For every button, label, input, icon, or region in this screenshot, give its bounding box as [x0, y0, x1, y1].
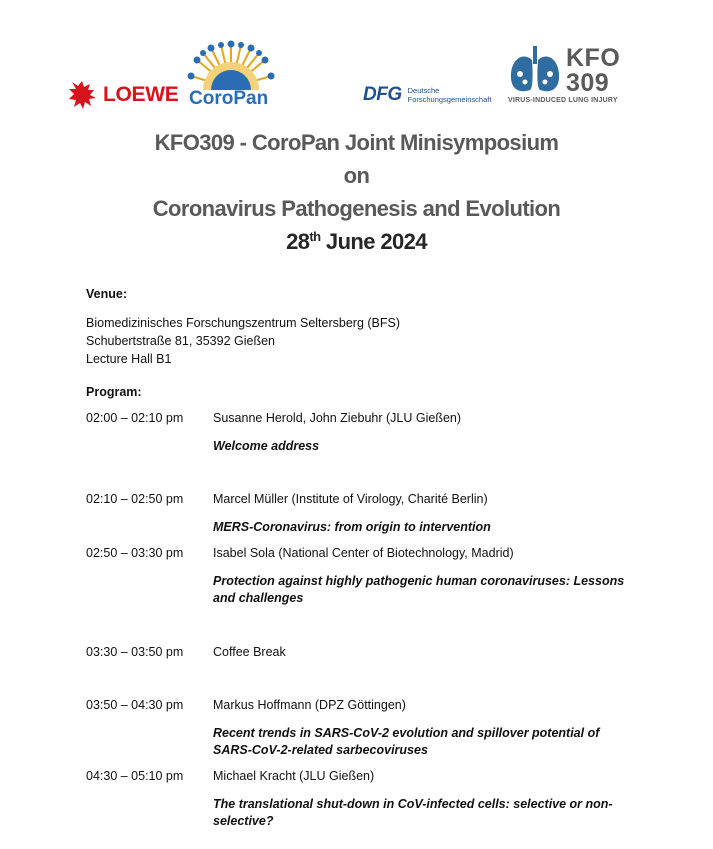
program-speaker: Susanne Herold, John Ziebuhr (JLU Gießen) [213, 411, 462, 425]
title-line-3: Coronavirus Pathogenesis and Evolution [152, 196, 561, 221]
program-speaker: Markus Hoffmann (DPZ Göttingen) [213, 698, 406, 712]
coropan-logo [185, 40, 277, 112]
program-time: 04:30 – 05:10 pm [86, 769, 184, 783]
virus-icon [185, 40, 277, 92]
dfg-wordmark: DFG [363, 84, 402, 105]
dfg-fullname: Deutsche Forschungsgemeinschaft [407, 86, 492, 104]
coropan-wordmark: CoroPan [189, 88, 269, 109]
dfg-logo [363, 84, 491, 106]
loewe-logo [66, 78, 179, 112]
program-label: Program: [86, 385, 142, 399]
venue-line: Schubertstraße 81, 35392 Gießen [86, 334, 276, 348]
program-talk-title: The translational shut-down in CoV-infected cells: selective or non-selective? [213, 797, 613, 828]
program-time: 03:30 – 03:50 pm [86, 645, 184, 659]
venue-address [86, 314, 400, 368]
venue-label: Venue: [86, 287, 127, 301]
program-talk-title: MERS-Coronavirus: from origin to intervention [213, 520, 491, 534]
program-time: 03:50 – 04:30 pm [86, 698, 184, 712]
lion-icon [66, 78, 100, 112]
title-line-1: KFO309 - CoroPan Joint Minisymposium [154, 130, 559, 155]
program-time: 02:50 – 03:30 pm [86, 546, 184, 560]
program-time: 02:10 – 02:50 pm [86, 492, 184, 506]
venue-line: Biomedizinisches Forschungszentrum Seltersberg (BFS) [86, 316, 401, 330]
kfo309-logo [508, 44, 626, 110]
program-talk-title: Recent trends in SARS-CoV-2 evolution and spillover potential of SARS-CoV-2-related sarbecoviruses [213, 726, 600, 757]
title-line-2: on [343, 163, 370, 188]
kfo-subtitle: VIRUS-INDUCED LUNG INJURY [508, 97, 618, 104]
event-title [0, 126, 713, 258]
program-speaker: Marcel Müller (Institute of Virology, Charité Berlin) [213, 492, 488, 506]
program-talk-title: Protection against highly pathogenic human coronaviruses: Lessons and challenges [213, 574, 625, 605]
program-speaker: Isabel Sola (National Center of Biotechnology, Madrid) [213, 546, 514, 560]
event-date: 28th June 2024 [286, 229, 427, 254]
loewe-wordmark: LOEWE [103, 83, 179, 106]
venue-line: Lecture Hall B1 [86, 352, 172, 366]
program-talk-title: Welcome address [213, 439, 320, 453]
lungs-icon [508, 44, 562, 96]
logo-header [0, 0, 713, 120]
program-coffee-break: Coffee Break [213, 645, 286, 659]
kfo-wordmark: KFO [566, 44, 621, 72]
program-time: 02:00 – 02:10 pm [86, 411, 184, 425]
program-speaker: Michael Kracht (JLU Gießen) [213, 769, 375, 783]
kfo-number: 309 [566, 69, 610, 97]
